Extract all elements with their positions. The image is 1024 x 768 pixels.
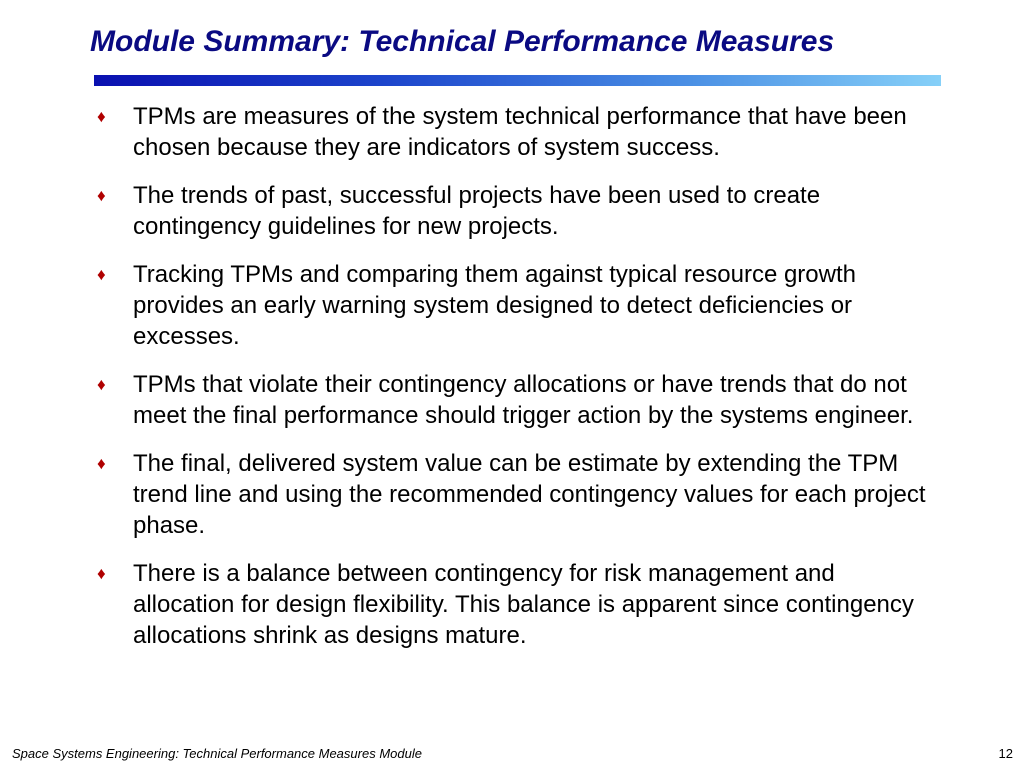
bullet-item [96, 558, 936, 651]
diamond-bullet-icon: ♦ [97, 107, 106, 126]
bullet-text: There is a balance between contingency for risk management and allocation for design flexibility. This balance is apparent since contingency allocations shrink as designs mature. [133, 560, 914, 649]
diamond-bullet-icon: ♦ [97, 375, 106, 394]
bullet-text: TPMs are measures of the system technical performance that have been chosen because they are indicators of system success. [133, 103, 907, 161]
title-underline-bar [94, 75, 941, 86]
bullet-item [96, 180, 936, 242]
page-number: 12 [998, 746, 1013, 761]
slide-title: Module Summary: Technical Performance Measures [90, 25, 835, 58]
bullet-item [96, 259, 936, 352]
bullet-text: TPMs that violate their contingency allocations or have trends that do not meet the final performance should trigger action by the systems engineer. [133, 371, 914, 429]
bullet-item [96, 448, 936, 541]
bullet-item [96, 369, 936, 431]
bullet-item [96, 101, 936, 163]
bullet-text: Tracking TPMs and comparing them against typical resource growth provides an early warning system designed to detect deficiencies or excesses. [133, 261, 856, 350]
diamond-bullet-icon: ♦ [97, 186, 106, 205]
footer-text: Space Systems Engineering: Technical Performance Measures Module [12, 746, 422, 761]
bullet-text: The trends of past, successful projects have been used to create contingency guidelines for new projects. [133, 182, 821, 240]
bullet-list [96, 101, 936, 668]
bullet-text: The final, delivered system value can be estimate by extending the TPM trend line and using the recommended contingency values for each project phase. [133, 450, 926, 539]
diamond-bullet-icon: ♦ [97, 564, 106, 583]
diamond-bullet-icon: ♦ [97, 454, 106, 473]
diamond-bullet-icon: ♦ [97, 265, 106, 284]
